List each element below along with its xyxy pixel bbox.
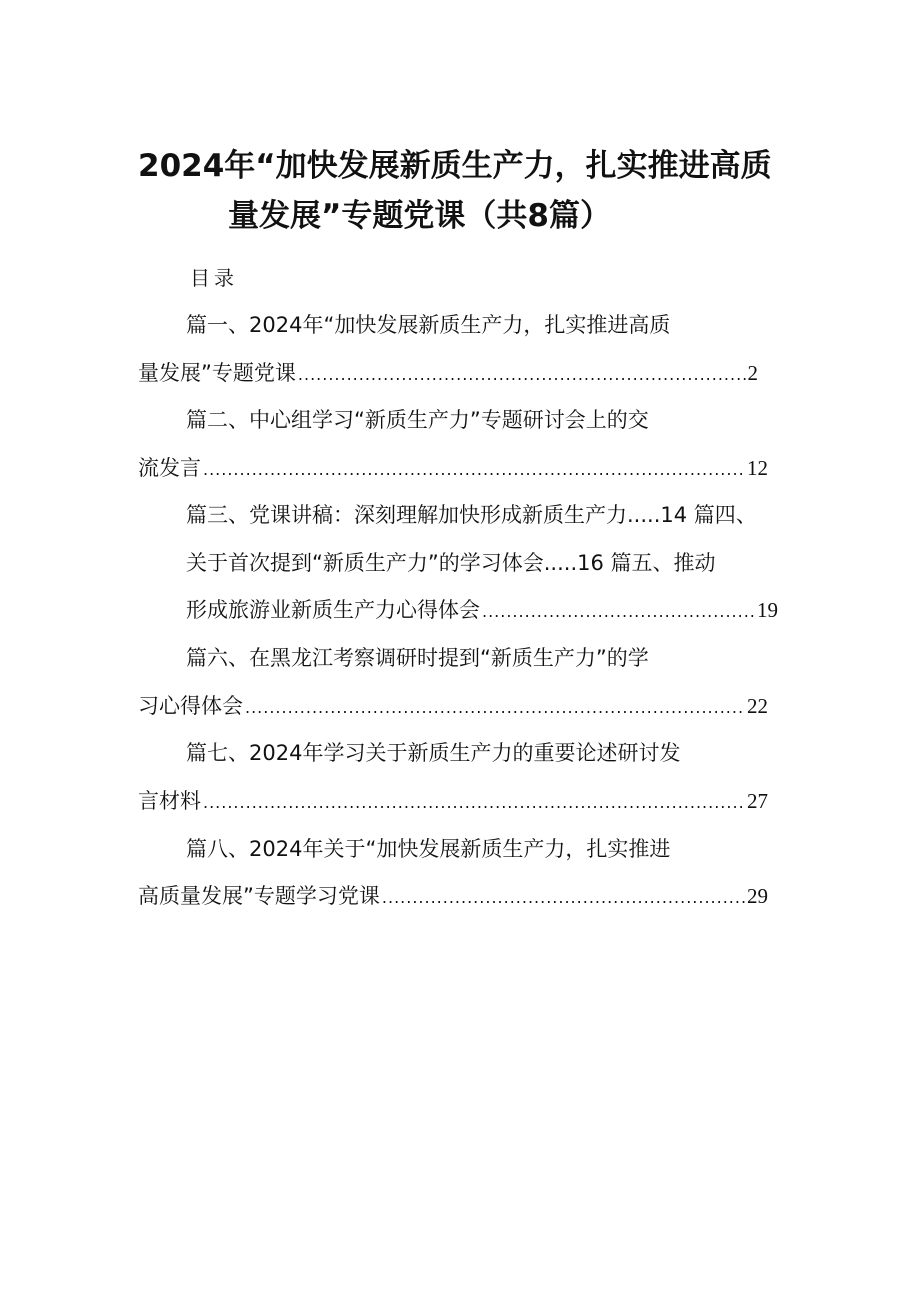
toc-entry-8-line-2[interactable] [138,881,768,911]
document-title-line-2: 量发展”专题党课（共8篇） [228,198,611,234]
toc-entry-5-page: 19 [757,598,778,622]
toc-entry-1-text: 量发展”专题党课 [138,361,296,385]
toc-entry-6-line-2[interactable] [138,691,768,721]
document-title-line-1: 2024年“加快发展新质生产力，扎实推进高质 [138,148,772,184]
toc-leader-dots [298,360,746,390]
toc-entry-1-line-1[interactable]: 篇一、2024年“加快发展新质生产力，扎实推进高质 [186,313,671,337]
toc-leader-dots [482,597,755,627]
toc-entry-5-text: 形成旅游业新质生产力心得体会 [186,598,480,622]
toc-entry-7-page: 27 [747,789,768,813]
toc-entry-3-line-2[interactable]: 关于首次提到“新质生产力”的学习体会.....16 篇五、推动 [186,551,716,575]
toc-entry-8-line-1[interactable]: 篇八、2024年关于“加快发展新质生产力，扎实推进 [186,837,671,861]
toc-leader-dots [382,883,745,913]
toc-entry-3-line-1[interactable]: 篇三、党课讲稿：深刻理解加快形成新质生产力.....14 篇四、 [186,503,757,527]
toc-entry-1-line-2[interactable] [138,358,758,388]
toc-leader-dots [245,693,745,723]
toc-entry-7-line-1[interactable]: 篇七、2024年学习关于新质生产力的重要论述研讨发 [186,741,681,765]
toc-entry-1-page: 2 [747,361,758,385]
toc-entry-6-text: 习心得体会 [138,694,243,718]
toc-entry-7-text: 言材料 [138,789,201,813]
toc-entry-2-text: 流发言 [138,456,201,480]
toc-entry-2-line-2[interactable] [138,453,768,483]
toc-entry-2-page: 12 [747,456,768,480]
toc-entry-8-page: 29 [747,884,768,908]
toc-entry-2-line-1[interactable]: 篇二、中心组学习“新质生产力”专题研讨会上的交 [186,408,649,432]
toc-heading: 目录 [190,266,238,290]
toc-entry-6-line-1[interactable]: 篇六、在黑龙江考察调研时提到“新质生产力”的学 [186,646,649,670]
toc-entry-6-page: 22 [747,694,768,718]
toc-leader-dots [203,788,745,818]
toc-entry-3-line-3[interactable] [186,595,778,625]
toc-entry-8-text: 高质量发展”专题学习党课 [138,884,380,908]
toc-entry-7-line-2[interactable] [138,786,768,816]
toc-leader-dots [203,455,745,485]
